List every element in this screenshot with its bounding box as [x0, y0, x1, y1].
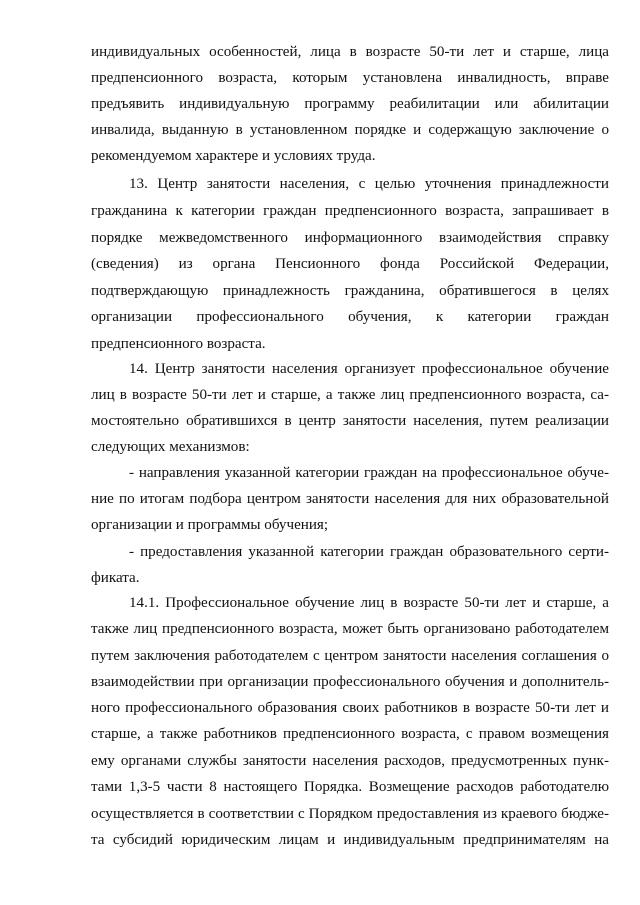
text-line: предъявить индивидуальную программу реабилитации или абилитации [91, 96, 609, 112]
text-line: индивидуальных особенностей, лица в возрасте 50-ти лет и старше, лица [91, 44, 609, 60]
text-line: фиката. [91, 570, 140, 586]
text-line: та субсидий юридическим лицам и индивидуальным предпринимателям на [91, 832, 609, 848]
text-line: взаимодействии при организации профессионального обучения и дополнитель- [91, 674, 609, 690]
text-line: предпенсионного возраста. [91, 336, 266, 352]
text-line: организации и программы обучения; [91, 517, 329, 533]
text-line: также лиц предпенсионного возраста, может быть организовано работодателем [91, 621, 609, 637]
text-line: (сведения) из органа Пенсионного фонда Российской Федерации, [91, 256, 609, 272]
text-line: ние по итогам подбора центром занятости населения для них образовательной [91, 491, 609, 507]
text-line: 14.1. Профессиональное обучение лиц в возрасте 50-ти лет и старше, а [129, 595, 609, 611]
text-line: порядке межведомственного информационного взаимодействия справку [91, 230, 609, 246]
text-line: 14. Центр занятости населения организует профессиональное обучение [129, 361, 609, 377]
text-line: организации профессионального обучения, к категории граждан [91, 309, 609, 325]
text-line: предпенсионного возраста, которым установлена инвалидность, вправе [91, 70, 609, 86]
text-line: осуществляется в соответствии с Порядком предоставления из краевого бюдже- [91, 806, 609, 822]
text-line: подтверждающую принадлежность гражданина, обратившегося в целях [91, 283, 609, 299]
text-line: ему органами службы занятости населения расходов, предусмотренных пунк- [91, 753, 609, 769]
text-line: старше, а также работников предпенсионного возраста, с правом возмещения [91, 726, 609, 742]
text-line: - направления указанной категории граждан на профессиональное обуче- [129, 465, 609, 481]
text-line: 13. Центр занятости населения, с целью уточнения принадлежности [129, 176, 609, 192]
text-line: путем заключения работодателем с центром занятости населения соглашения о [91, 648, 609, 664]
text-line: инвалида, выданную в установленном порядке и содержащую заключение о [91, 122, 609, 138]
text-line: рекомендуемом характере и условиях труда. [91, 148, 376, 164]
text-line: ного профессионального образования своих работников в возрасте 50-ти лет и [91, 700, 609, 716]
text-line: мостоятельно обратившихся в центр занятости населения, путем реализации [91, 413, 609, 429]
text-line: лиц в возрасте 50-ти лет и старше, а также лиц предпенсионного возраста, са- [91, 387, 609, 403]
text-line: следующих механизмов: [91, 439, 250, 455]
text-line: гражданина к категории граждан предпенсионного возраста, запрашивает в [91, 203, 609, 219]
text-line: - предоставления указанной категории граждан образовательного серти- [129, 544, 609, 560]
text-line: тами 1,3-5 части 8 настоящего Порядка. Возмещение расходов работодателю [91, 779, 609, 795]
